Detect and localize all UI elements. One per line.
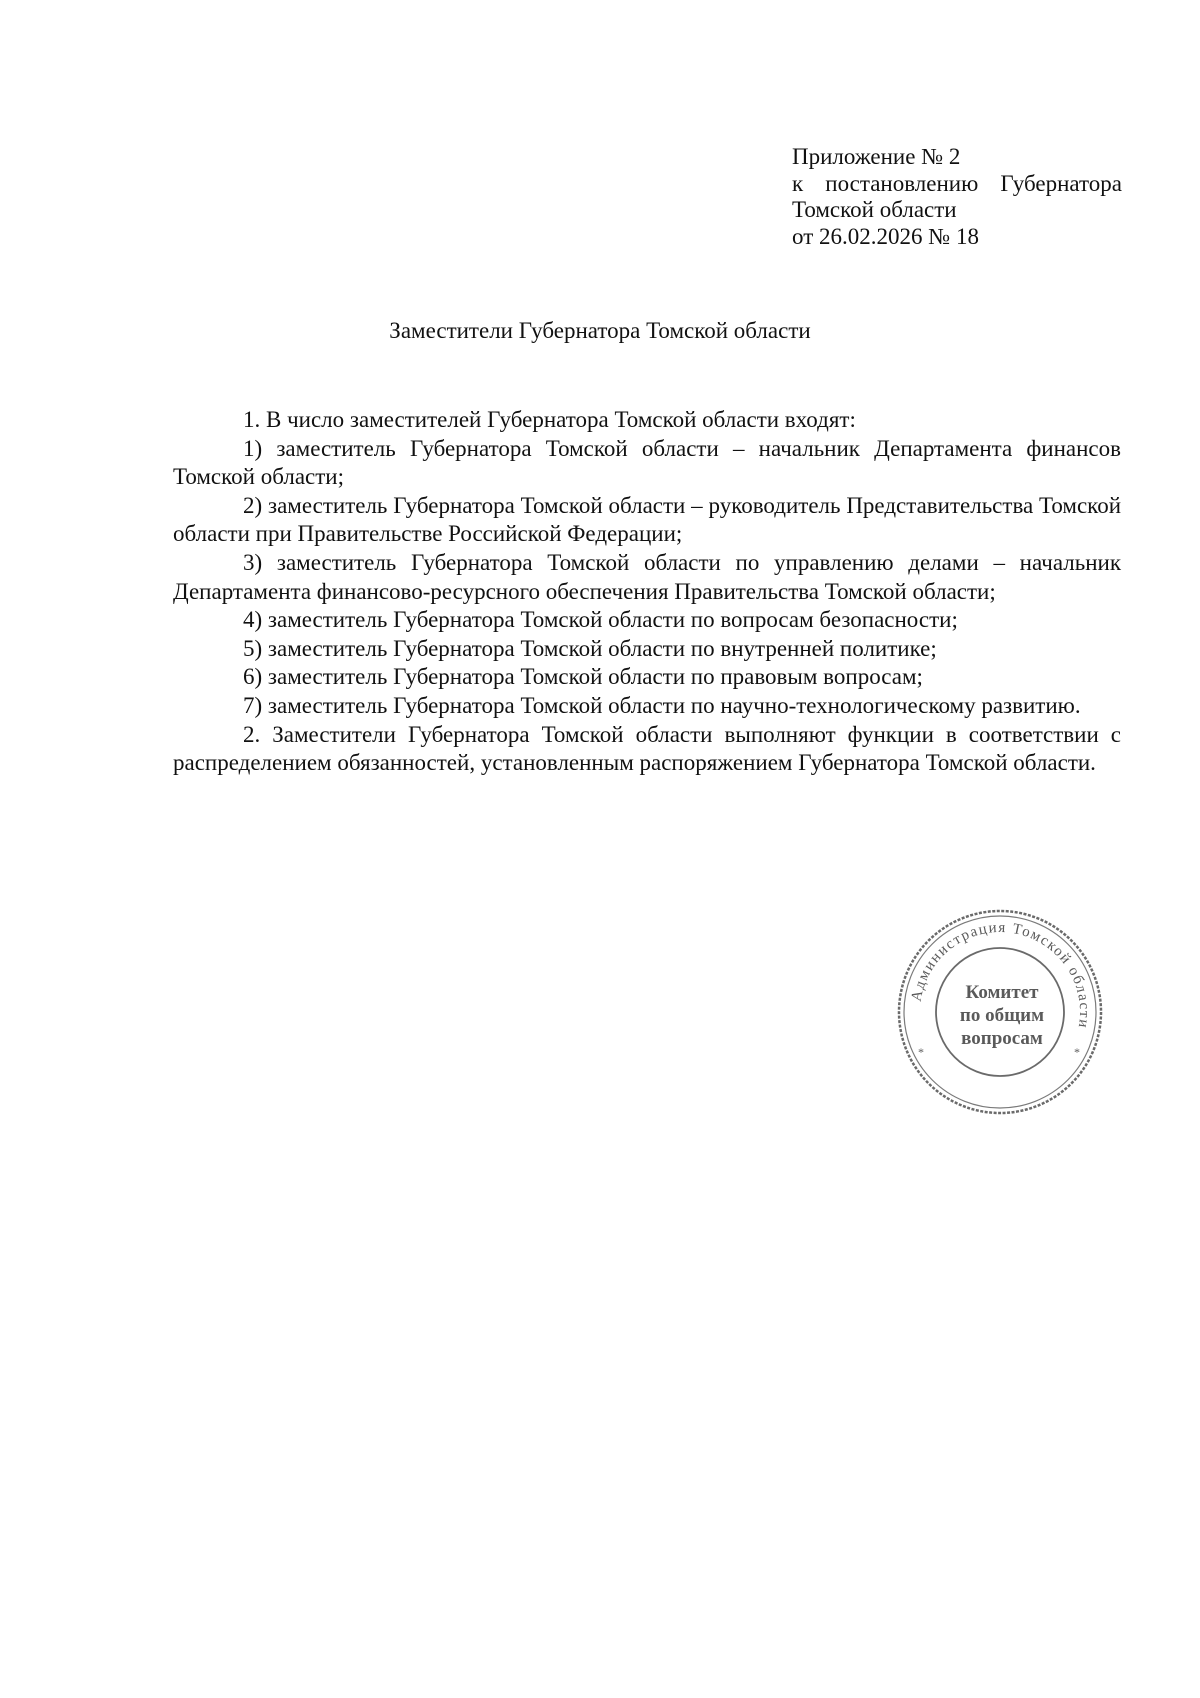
stamp-center-line2: по общим <box>959 1005 1045 1026</box>
stamp-ring-text: Администрация Томской области <box>908 919 1093 1031</box>
paragraph-1: 1. В число заместителей Губернатора Томской области входят: <box>243 407 856 432</box>
list-item-2: 2) заместитель Губернатора Томской области – руководитель Представительства Томской области при Правительстве Российской Федерации; <box>173 492 1121 547</box>
document-body <box>173 406 1121 778</box>
stamp-center-line1: Комитет <box>965 982 1039 1003</box>
document-title: Заместители Губернатора Томской области <box>389 318 811 343</box>
official-stamp <box>894 906 1106 1118</box>
list-item-3: 3) заместитель Губернатора Томской области по управлению делами – начальник Департамента финансово-ресурсного обеспечения Правительства Томской области; <box>173 549 1121 604</box>
list-item-6: 6) заместитель Губернатора Томской области по правовым вопросам; <box>243 664 923 690</box>
appendix-number: Приложение № 2 <box>792 144 961 169</box>
stamp-center-line3: вопросам <box>961 1028 1043 1049</box>
list-item-7: 7) заместитель Губернатора Томской области по научно-технологическому развитию. <box>243 692 1081 718</box>
paragraph-2: 2. Заместители Губернатора Томской области выполняют функции в соответствии с распределением обязанностей, установленным распоряжением Губернатора Томской области. <box>173 721 1121 776</box>
stamp-star-left: * <box>918 1045 924 1059</box>
stamp-star-right: * <box>1074 1045 1080 1059</box>
appendix-region: Томской области <box>792 197 957 222</box>
list-item-5: 5) заместитель Губернатора Томской области по внутренней политике; <box>243 635 937 661</box>
list-item-4: 4) заместитель Губернатора Томской области по вопросам безопасности; <box>243 607 958 633</box>
appendix-date-number: от 26.02.2026 № 18 <box>792 223 979 249</box>
appendix-header <box>792 144 1122 250</box>
appendix-resolution-ref: к постановлению Губернатора <box>792 170 1122 196</box>
list-item-1: 1) заместитель Губернатора Томской области – начальник Департамента финансов Томской области; <box>173 435 1121 490</box>
